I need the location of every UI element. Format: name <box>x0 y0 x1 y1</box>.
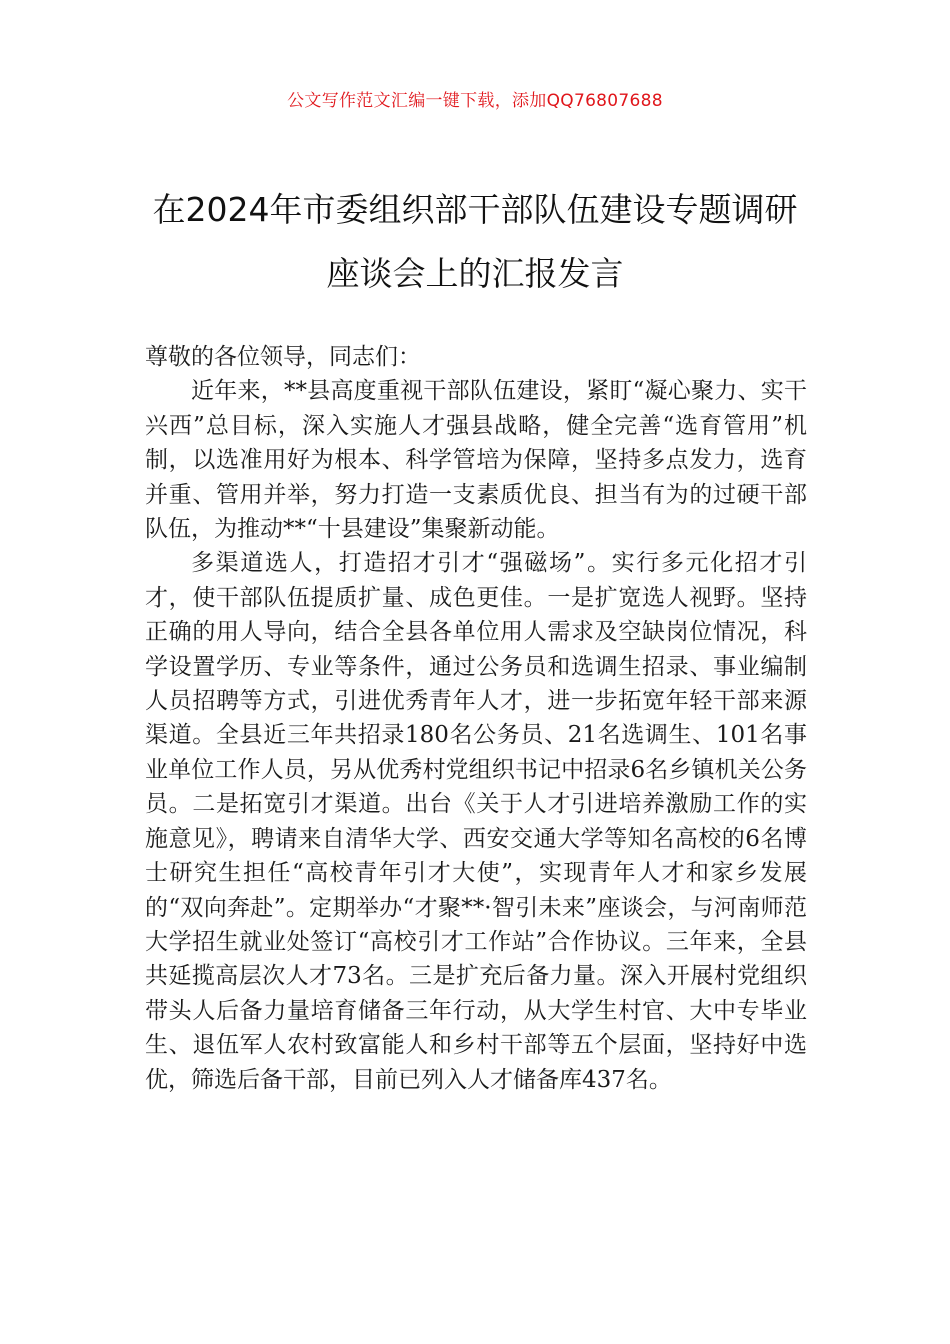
salutation: 尊敬的各位领导，同志们： <box>145 344 421 370</box>
paragraph-intro: 近年来，**县高度重视干部队伍建设，紧盯“凝心聚力、实干兴西”总目标，深入实施人才强县战略，健全完善“选育管用”机制，以选准用好为根本、科学管培为保障，坚持多点发力，选育并重、管用并举，努力打造一支素质优良、担当有为的过硬干部队伍，为推动**“十县建设”集聚新动能。 <box>145 378 807 543</box>
document-title: 在2024年市委组织部干部队伍建设专题调研座谈会上的汇报发言 <box>152 190 798 293</box>
document-body <box>145 340 807 1097</box>
paragraph-recruitment: 多渠道选人，打造招才引才“强磁场”。实行多元化招才引才，使干部队伍提质扩量、成色更佳。一是扩宽选人视野。坚持正确的用人导向，结合全县各单位用人需求及空缺岗位情况，科学设置学历、专业等条件，通过公务员和选调生招录、事业编制人员招聘等方式，引进优秀青年人才，进一步拓宽年轻干部来源渠道。全县近三年共招录180名公务员、21名选调生、101名事业单位工作人员，另从优秀村党组织书记中招录6名乡镇机关公务员。二是拓宽引才渠道。出台《关于人才引进培养激励工作的实施意见》，聘请来自清华大学、西安交通大学等知名高校的6名博士研究生担任“高校青年引才大使”，实现青年人才和家乡发展的“双向奔赴”。定期举办“才聚**·智引未来”座谈会，与河南师范大学招生就业处签订“高校引才工作站”合作协议。三年来，全县共延揽高层次人才73名。三是扩充后备力量。深入开展村党组织带头人后备力量培育储备三年行动，从大学生村官、大中专毕业生、退伍军人农村致富能人和乡村干部等五个层面，坚持好中选优，筛选后备干部，目前已列入人才储备库437名。 <box>145 550 807 1093</box>
header-note: 公文写作范文汇编一键下载，添加QQ76807688 <box>287 91 663 111</box>
